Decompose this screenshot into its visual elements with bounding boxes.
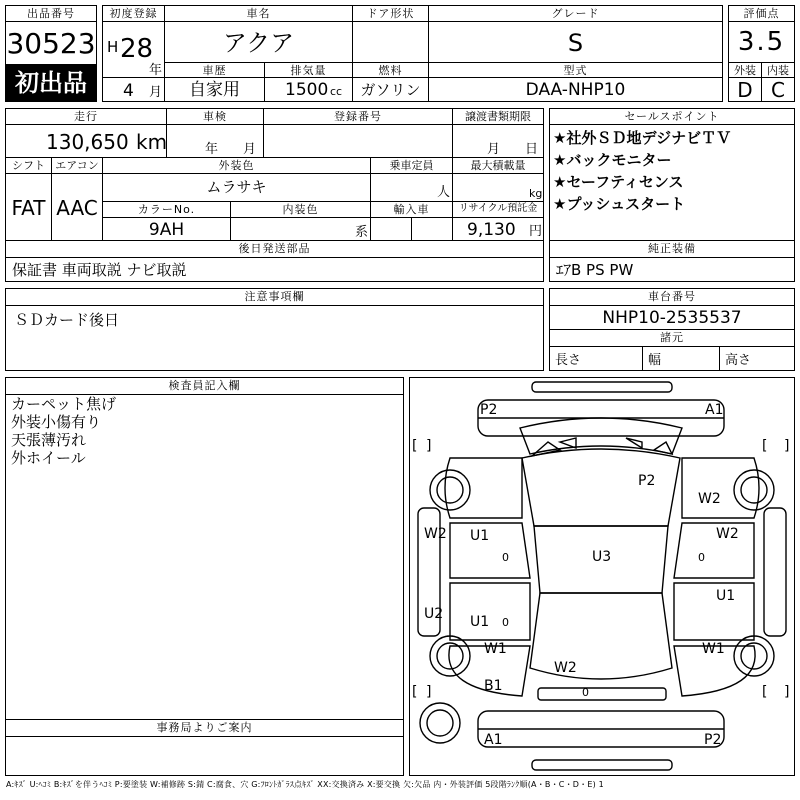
spare-wheel [420,703,460,743]
right-rear-door [674,583,754,640]
int-color-unit: 系 [355,225,369,240]
sales-point-item: ★プッシュスタート [553,195,686,213]
displacement-label-cell [264,62,353,78]
chassis-cell [549,305,795,330]
mark-label: W2 [554,660,577,676]
sales-point-item: ★社外ＳＤ地デジナビＴＶ [553,129,732,147]
mileage-unit: km [136,130,168,154]
mark-label: A1 [484,732,503,748]
left-rear-door [450,583,530,640]
mark-label: W1 [484,641,507,657]
car-diagram [410,378,794,775]
later-parts-label-cell [5,240,544,258]
ac-value: AAC [56,196,98,220]
recycle-label: リサイクル預託金 [458,203,538,214]
inspection-label-cell [166,108,264,125]
recycle-value: 9,130 [467,220,516,240]
door-cell [352,21,429,63]
displacement-unit: cc [330,85,343,98]
bracket-left-close: ] [426,438,432,454]
ext-color-cell [102,173,371,202]
load-cell [452,173,544,202]
recycle-label-cell [452,201,544,218]
recycle-unit: 円 [529,224,543,239]
mark-label: P2 [480,402,498,418]
mark-label: W1 [702,641,725,657]
sales-point-item: ★セーフティセンス [553,173,684,191]
right-rocker [764,508,786,636]
spec-height-cell [719,346,795,371]
history-value: 自家用 [189,80,240,100]
inspector-cell [5,394,404,720]
bracket-right: [ [762,684,768,700]
first-reg-year-cell [102,21,165,78]
fuel-label: 燃料 [378,64,403,77]
width-label: 幅 [648,353,662,368]
shift-cell [5,173,52,241]
mark-label: A1 [705,402,724,418]
mark-label: 0 [582,686,589,699]
inspector-line: 外装小傷有り [11,413,102,431]
equipment-value: ｴｱB PS PW [556,261,634,279]
rear-light-bar [538,688,666,700]
spec-length-cell [549,346,643,371]
shift-label: シフト [12,159,45,172]
import-label-cell [370,201,453,218]
first-reg-label-cell [102,5,165,22]
model-label-cell [428,62,723,78]
load-label-cell [452,157,544,174]
mark-label: B1 [484,678,503,694]
grade-label-cell [428,5,723,22]
mileage-cell [5,124,167,158]
inspection-year: 年 [205,142,219,157]
inspection-month: 月 [243,142,257,157]
rear-bumper-outline [532,760,672,770]
transfer-label: 譲渡書類期限 [465,110,531,123]
office-label: 事務局よりご案内 [156,721,253,734]
lot-label-cell [5,5,97,22]
bracket-left-close: ] [426,684,432,700]
mark-label: P2 [704,732,722,748]
model-cell [428,77,723,102]
equipment-cell [549,257,795,282]
inspector-line: 外ホイール [11,449,86,467]
first-listing-text: 初出品 [15,69,87,97]
office-cell [5,736,404,776]
fuel-value: ガソリン [360,81,421,99]
capacity-label: 乗車定員 [389,159,434,172]
score-label-cell [728,5,795,22]
history-cell [164,77,265,102]
lot-label: 出品番号 [27,7,75,20]
shift-label-cell [5,157,52,174]
transfer-cell [452,124,544,158]
import-label: 輸入車 [393,203,430,216]
reg-year-unit: 年 [149,63,163,78]
displacement-value: 1500 [285,80,329,100]
int-color-label: 内装色 [282,203,319,216]
displacement-cell [264,77,353,102]
wheel-rear-left [430,636,470,676]
mark-label: 0 [502,616,509,629]
exterior-label: 外装 [734,64,756,77]
sales-points-label-cell [549,108,795,125]
hood [522,449,680,526]
transfer-day: 日 [525,142,539,157]
right-front-door [674,523,754,578]
first-reg-month-cell [102,77,165,102]
score-cell [728,21,795,63]
ac-label: エアコン [55,159,99,172]
later-parts-value: 保証書 車両取説 ナビ取説 [12,261,187,279]
ext-color-label-cell [102,157,371,174]
length-label: 長さ [555,353,582,368]
chassis-label-cell [549,288,795,306]
bracket-left: [ [412,684,418,700]
mark-label: 0 [698,551,705,564]
reg-month-unit: 月 [149,85,163,100]
sales-points-cell [549,124,795,241]
door-label: ドア形状 [366,7,415,20]
sales-point-item: ★バックモニター [553,151,672,169]
chassis-label: 車台番号 [648,290,696,303]
chassis-value: NHP10-2535537 [602,308,742,328]
office-label-cell [5,719,404,737]
bracket-left: [ [412,438,418,454]
inspector-label: 検査員記入欄 [168,379,241,392]
displacement-label: 排気量 [290,64,327,77]
reg-year: 28 [120,34,154,64]
sales-points-label: セールスポイント [624,110,720,123]
history-label: 車歴 [202,64,227,77]
ext-color-label: 外装色 [218,159,255,172]
bracket-right-close: ] [784,684,790,700]
color-no-label: カラーNo. [137,203,196,216]
trunk [530,593,672,679]
era-letter: H [107,38,119,56]
score-label: 評価点 [743,7,780,20]
bracket-right: [ [762,438,768,454]
car-name: アクア [222,29,295,57]
reg-number-cell [263,124,453,158]
transfer-label-cell [452,108,544,125]
load-label: 最大積載量 [470,159,526,172]
legend: A:ｷｽﾞ U:ﾍｺﾐ B:ｷｽﾞを伴うﾍｺﾐ P:要塗装 W:補修跡 S:錆 C:腐食、穴 G:ﾌﾛﾝﾄｶﾞﾗｽ点ｷｽﾞ XX:交換済み X:要交換 欠:欠品 内・外装評価 5段階ﾗﾝｸ順(A・B・C・D・E) 1 [6,780,604,789]
reg-number-label: 登録番号 [334,110,382,123]
transfer-month: 月 [487,142,501,157]
first-listing-badge [5,64,97,102]
mark-label: U2 [424,606,444,622]
inspection-cell [166,124,264,158]
score-value: 3.5 [737,27,786,57]
inspector-line: カーペット焦げ [11,395,117,413]
car-name-label-cell [164,5,353,22]
interior-label: 内装 [767,64,789,77]
int-color-label-cell [230,201,371,218]
mark-label: W2 [716,526,739,542]
first-reg-label: 初度登録 [109,7,158,20]
model-value: DAA-NHP10 [525,80,626,100]
grade-value: S [567,29,584,57]
door-label-cell [352,5,429,22]
mark-label: U1 [470,528,490,544]
grade-cell [428,21,723,63]
capacity-unit: 人 [437,185,451,200]
inspection-label: 車検 [203,110,227,123]
notes-value: ＳＤカード後日 [14,311,120,329]
notes-cell [5,305,544,371]
grade-label: グレード [551,7,600,20]
mark-label: U3 [592,549,612,565]
fuel-cell [352,77,429,102]
ext-color-value: ムラサキ [206,178,267,196]
interior-grade: C [771,78,785,102]
exterior-grade: D [737,78,753,102]
spec-label-cell [549,329,795,347]
later-parts-cell [5,257,544,282]
interior-label-cell [761,62,795,78]
fuel-label-cell [352,62,429,78]
interior-grade-cell [761,77,795,102]
mileage-label-cell [5,108,167,125]
notes-label-cell [5,288,544,306]
mark-label: 0 [502,551,509,564]
equipment-label: 純正装備 [648,242,696,255]
left-front-door [450,523,530,578]
inspector-line: 天張薄汚れ [11,431,87,449]
ac-label-cell [51,157,103,174]
shift-value: FAT [11,196,46,220]
color-no-value: 9AH [148,220,185,240]
wheel-front-left [430,470,470,510]
exterior-label-cell [728,62,762,78]
spec-label: 諸元 [660,331,684,344]
mileage-value: 130,650 [46,130,129,154]
wheel-rear-right [734,636,774,676]
front-bumper-outline [532,382,672,392]
car-name-cell [164,21,353,63]
exterior-grade-cell [728,77,762,102]
spec-width-cell [642,346,720,371]
history-label-cell [164,62,265,78]
equipment-label-cell [549,240,795,258]
wheel-front-right [734,470,774,510]
lot-number: 30523 [6,27,96,60]
mark-label: W2 [424,526,447,542]
load-unit: kg [529,187,543,200]
model-label: 型式 [563,64,588,77]
mark-label: U1 [716,588,736,604]
mileage-label: 走行 [74,110,98,123]
capacity-label-cell [370,157,453,174]
bracket-right-close: ] [784,438,790,454]
import-divider [411,217,412,241]
later-parts-label: 後日発送部品 [238,242,311,255]
capacity-cell [370,173,453,202]
mark-label: U1 [470,614,490,630]
ac-cell [51,173,103,241]
color-no-label-cell [102,201,231,218]
int-color-cell [230,217,371,241]
reg-number-label-cell [263,108,453,125]
color-no-cell [102,217,231,241]
car-diagram-frame [409,377,795,776]
lot-number-cell [5,21,97,65]
height-label: 高さ [725,353,752,368]
inspector-label-cell [5,377,404,395]
reg-month: 4 [123,81,134,101]
mark-label: W2 [698,491,721,507]
mark-label: P2 [638,473,656,489]
recycle-cell [452,217,544,241]
car-name-label: 車名 [246,7,271,20]
notes-label: 注意事項欄 [244,290,305,303]
